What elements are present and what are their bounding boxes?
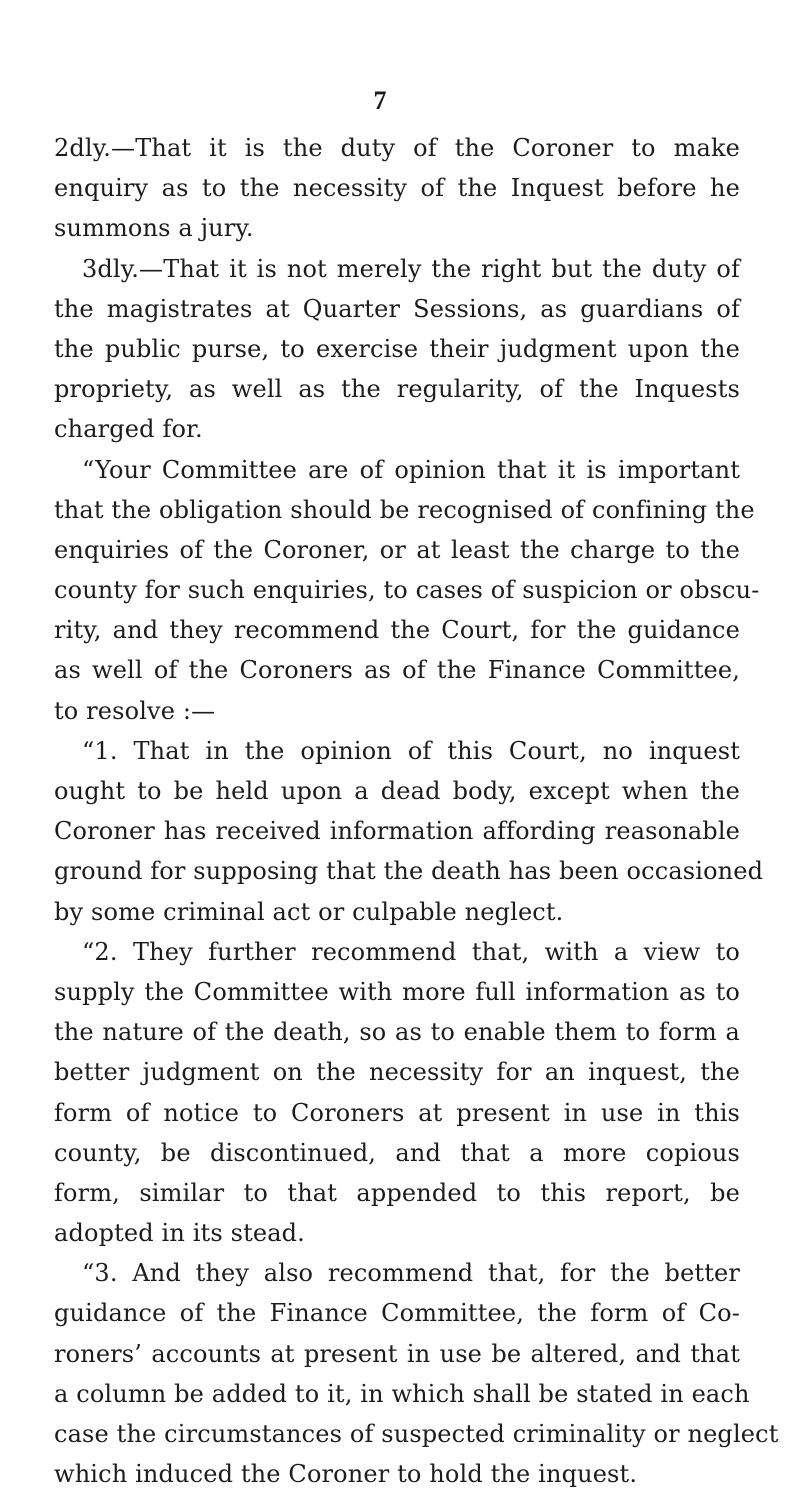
text-line: 2dly.—That it is the duty of the Coroner to make (54, 134, 740, 162)
text-line: by some criminal act or culpable neglect. (54, 897, 564, 926)
text-line: charged for. (54, 415, 203, 444)
text-line: ground for supposing that the death has been occasioned (54, 857, 764, 886)
text-line: “3. And they also recommend that, for the better (82, 1259, 740, 1288)
text-line: to resolve :— (54, 696, 216, 725)
page-number: 7 (373, 86, 387, 115)
text-line: that the obligation should be recognised of confining the (54, 495, 755, 524)
text-line: form of notice to Coroners at present in use in this (54, 1098, 740, 1127)
body-text (54, 128, 779, 1494)
text-line: “Your Committee are of opinion that it is important (82, 455, 740, 484)
text-line: the magistrates at Quarter Sessions, as guardians of (54, 294, 740, 323)
text-line: the nature of the death, so as to enable them to form a (54, 1018, 740, 1047)
text-line: “1. That in the opinion of this Court, no inquest (82, 736, 740, 765)
text-line: adopted in its stead. (54, 1219, 305, 1248)
text-line: as well of the Coroners as of the Finance Committee, (54, 656, 740, 685)
text-line: guidance of the Finance Committee, the form of Co- (54, 1299, 740, 1328)
text-line: rity, and they recommend the Court, for the guidance (54, 616, 740, 645)
text-line: county for such enquiries, to cases of suspicion or obscu- (54, 576, 760, 605)
text-line: the public purse, to exercise their judgment upon the (54, 334, 740, 363)
text-line: Coroner has received information affording reasonable (54, 817, 740, 846)
text-line: ought to be held upon a dead body, except when the (54, 777, 740, 805)
text-line: propriety, as well as the regularity, of the Inquests (54, 375, 740, 404)
text-line: a column be added to it, in which shall be stated in each (54, 1379, 750, 1408)
text-line: summons a jury. (54, 214, 254, 243)
text-line: better judgment on the necessity for an inquest, the (54, 1058, 740, 1087)
text-line: which induced the Coroner to hold the inquest. (54, 1460, 638, 1489)
text-line: enquiry as to the necessity of the Inquest before he (54, 174, 740, 203)
text-line: 3dly.—That it is not merely the right but the duty of (82, 254, 740, 283)
text-line: county, be discontinued, and that a more copious (54, 1138, 740, 1167)
text-line: case the circumstances of suspected criminality or neglect (54, 1420, 779, 1448)
text-line: supply the Committee with more full information as to (54, 977, 740, 1006)
text-line: roners’ accounts at present in use be altered, and that (54, 1339, 740, 1368)
text-line: “2. They further recommend that, with a view to (82, 937, 740, 966)
text-line: enquiries of the Coroner, or at least the charge to the (54, 535, 740, 564)
text-line: form, similar to that appended to this report, be (54, 1178, 740, 1207)
